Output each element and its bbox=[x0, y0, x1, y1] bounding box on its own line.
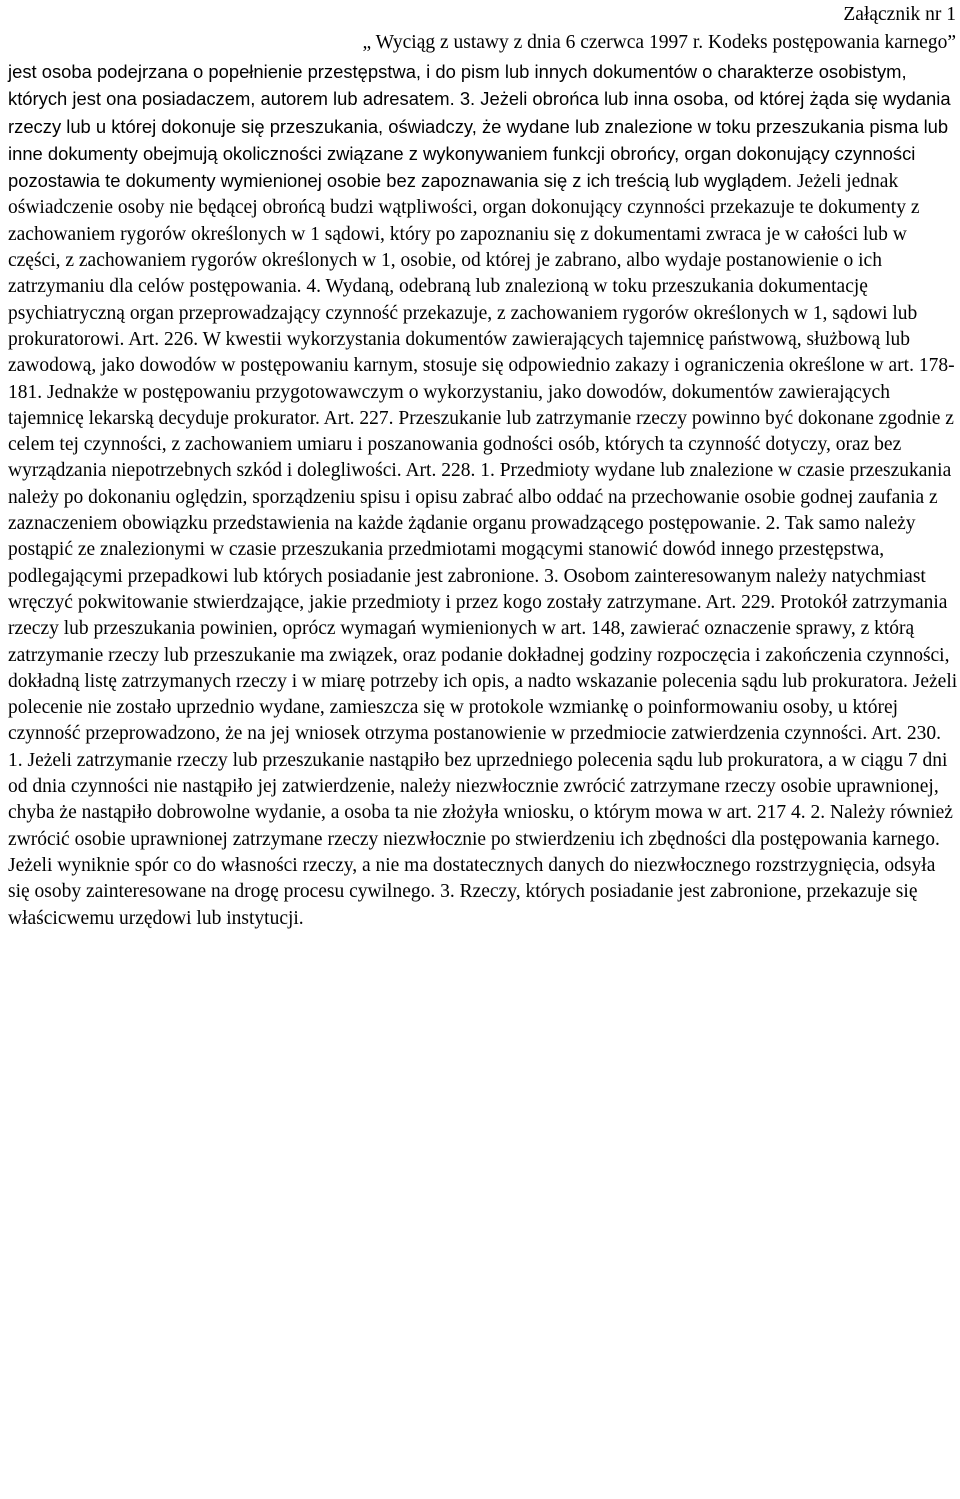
document-body bbox=[8, 59, 960, 932]
body-segment-serif: Jeżeli jednak oświadczenie osoby nie będącej obrońcą budzi wątpliwości, organ dokonujący czynności przekazuje te dokumenty z zachowaniem rygorów określonych w 1 sądowi, który po zapoznaniu się z dokumentami zwraca je w całości lub w części, z zachowaniem rygorów określonych w 1, osobie, od której je zabrano, albo wydaje postanowienie o ich zatrzymaniu dla celów postępowania. 4. Wydaną, odebraną lub znalezioną w toku przeszukania dokumentację psychiatryczną organ przeprowadzający czynność przekazuje, z zachowaniem rygorów określonych w 1, sądowi lub prokuratorowi. Art. 226. W kwestii wykorzystania dokumentów zawierających tajemnicę państwową, służbową lub zawodową, jako dowodów w postępowaniu karnym, stosuje się odpowiednio zakazy i ograniczenia określone w art. 178-181. Jednakże w postępowaniu przygotowawczym o wykorzystaniu, jako dowodów, dokumentów zawierających tajemnicę lekarską decyduje prokurator. Art. 227. Przeszukanie lub zatrzymanie rzeczy powinno być dokonane zgodnie z celem tej czynności, z zachowaniem umiaru i poszanowania godności osób, których ta czynność dotyczy, oraz bez wyrządzania niepotrzebnych szkód i dolegliwości. Art. 228. 1. Przedmioty wydane lub znalezione w czasie przeszukania należy po dokonaniu oględzin, sporządzeniu spisu i opisu zabrać albo oddać na przechowanie osobie godnej zaufania z zaznaczeniem obowiązku przedstawienia na każde żądanie organu prowadzącego postępowanie. 2. Tak samo należy postąpić ze znalezionymi w czasie przeszukania przedmiotami mogącymi stanowić dowód innego przestępstwa, podlegającymi przepadkowi lub których posiadanie jest zabronione. 3. Osobom zainteresowanym należy natychmiast wręczyć pokwitowanie stwierdzające, jakie przedmioty i przez kogo zostały zatrzymane. Art. 229. Protokół zatrzymania rzeczy lub przeszukania powinien, oprócz wymagań wymienionych w art. 148, zawierać oznaczenie sprawy, z którą zatrzymanie rzeczy lub przeszukanie ma związek, oraz podanie dokładnej godziny rozpoczęcia i zakończenia czynności, dokładną listę zatrzymanych rzeczy i w miarę potrzeby ich opis, a nadto wskazanie polecenia sądu lub prokuratora. Jeżeli polecenie nie zostało uprzednio wydane, zamieszcza się w protokole wzmiankę o poinformowaniu osoby, u której czynność przeprowadzono, że na jej wniosek otrzyma postanowienie w przedmiocie zatwierdzenia czynności. Art. 230. 1. Jeżeli zatrzymanie rzeczy lub przeszukanie nastąpiło bez uprzedniego polecenia sądu lub prokuratora, a w ciągu 7 dni od dnia czynności nie nastąpiło jej zatwierdzenie, należy niezwłocznie zwrócić zatrzymane rzeczy osobie uprawnionej, chyba że nastąpiło dobrowolne wydanie, a osoba ta nie złożyła wniosku, o którym mowa w art. 217 4. 2. Należy również zwrócić osobie uprawnionej zatrzymane rzeczy niezwłocznie po stwierdzeniu ich zbędności dla postępowania karnego. Jeżeli wyniknie spór co do własności rzeczy, a nie ma dostatecznych danych do niezwłocznego rozstrzygnięcia, odsyła się osoby zainteresowane na drogę procesu cywilnego. 3. Rzeczy, których posiadanie jest zabronione, przekazuje się właścicwemu urzędowi lub instytucji. bbox=[8, 171, 958, 929]
annex-label: Załącznik nr 1 bbox=[843, 4, 956, 25]
document-page bbox=[8, 0, 960, 932]
body-paragraph bbox=[8, 59, 960, 932]
document-title: „ Wyciąg z ustawy z dnia 6 czerwca 1997 r. Kodeks postępowania karnego” bbox=[362, 32, 956, 53]
body-segment-sans: jest osoba podejrzana o popełnienie przestępstwa, i do pism lub innych dokumentów o charakterze osobistym, których jest ona posiadaczem, autorem lub adresatem. 3. Jeżeli obrońca lub inna osoba, od której żąda się wydania rzeczy lub u której dokonuje się przeszukania, oświadczy, że wydane lub znalezione w toku przeszukania pisma lub inne dokumenty obejmują okoliczności związane z wykonywaniem funkcji obrońcy, organ dokonujący czynności pozostawia te dokumenty wymienionej osobie bez zapoznawania się z ich treścią lub wyglądem. bbox=[8, 61, 951, 192]
